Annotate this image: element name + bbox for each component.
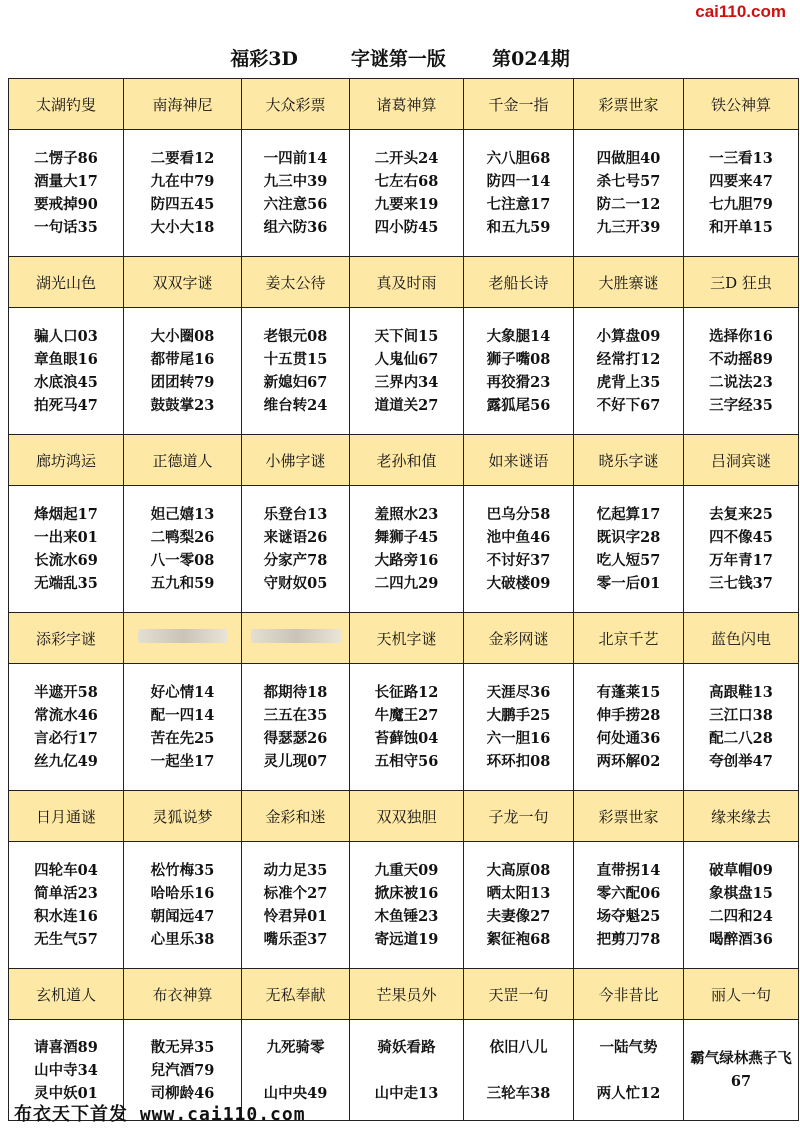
clue-line: 大小大18 (150, 219, 215, 236)
clue-line: 万年青17 (709, 552, 773, 569)
clue-line: 二说法23 (709, 374, 773, 391)
column-header: 天罡一句 (464, 969, 574, 1020)
column-header: 大胜寨谜 (574, 257, 684, 308)
clue-cell (464, 842, 574, 969)
clue-line (574, 1059, 683, 1082)
clue-line: 标准个27 (263, 885, 328, 902)
clue-row (9, 130, 799, 257)
clue-line: 老银元08 (263, 328, 328, 345)
clue-line: 两人忙12 (596, 1084, 661, 1102)
clue-row (9, 486, 799, 613)
clue-line: 四小防45 (374, 219, 439, 236)
clue-line: 零六配06 (596, 885, 661, 902)
footer-text: 布衣天下首发 www.cai110.com (14, 1104, 306, 1125)
clue-line: 丝九亿49 (34, 753, 98, 770)
clue-line: 请喜酒89 (34, 1038, 98, 1056)
clue-cell (124, 486, 242, 613)
clue-line: 九重天09 (374, 862, 439, 879)
clue-line: 经常打12 (596, 351, 661, 368)
clue-line: 配一四14 (150, 707, 215, 724)
clue-line: 长流水69 (34, 552, 98, 569)
clue-line: 嘴乐歪37 (263, 931, 328, 948)
clue-line: 积水连16 (34, 908, 98, 925)
clue-line: 七九胆79 (709, 196, 773, 213)
clue-line: 舞狮子45 (374, 529, 439, 546)
clue-line: 直带拐14 (596, 862, 661, 879)
clue-line: 配二八28 (709, 730, 773, 747)
clue-cell (574, 130, 684, 257)
clue-line: 一句话35 (34, 219, 98, 236)
clue-line: 要戒掉90 (34, 196, 98, 213)
clue-cell (124, 130, 242, 257)
clue-line: 无端乱35 (34, 575, 98, 592)
clue-line: 大高原08 (486, 862, 551, 879)
clue-cell (574, 664, 684, 791)
column-header: 千金一指 (464, 79, 574, 130)
clue-line: 酒量大17 (34, 173, 98, 190)
column-header: 小佛字谜 (242, 435, 350, 486)
clue-line: 伸手捞28 (596, 707, 661, 724)
clue-line: 六八胆68 (486, 150, 551, 167)
clue-cell (9, 842, 124, 969)
header-row (9, 969, 799, 1020)
clue-cell (464, 486, 574, 613)
header-row (9, 613, 799, 664)
column-header: 太湖钓叟 (9, 79, 124, 130)
clue-line: 乐登台13 (263, 506, 328, 523)
clue-cell (350, 130, 464, 257)
clue-line: 简单活23 (34, 885, 98, 902)
clue-line: 大小圈08 (150, 328, 215, 345)
clue-line: 苦在先25 (150, 730, 215, 747)
clue-line: 夸创举47 (709, 753, 773, 770)
clue-line: 灵中妖01 (34, 1084, 98, 1102)
clue-line: 霸气绿林燕子飞67 (690, 1050, 792, 1090)
clue-line: 长征路12 (374, 684, 439, 701)
column-header: 晓乐字谜 (574, 435, 684, 486)
clue-line: 九三中39 (263, 173, 328, 190)
clue-line: 司柳龄46 (150, 1084, 215, 1102)
column-header: 蓝色闪电 (684, 613, 799, 664)
clue-line: 小算盘09 (596, 328, 661, 345)
clue-line: 烽烟起17 (34, 506, 98, 523)
clue-line: 夫妻像27 (486, 908, 551, 925)
clue-cell (574, 1020, 684, 1121)
clue-cell (124, 664, 242, 791)
column-header: 日月通谜 (9, 791, 124, 842)
column-header: 老船长诗 (464, 257, 574, 308)
header-row (9, 257, 799, 308)
column-header: 彩票世家 (574, 79, 684, 130)
clue-line: 无生气57 (34, 931, 98, 948)
column-header: 金彩网谜 (464, 613, 574, 664)
column-header: 无私奉献 (242, 969, 350, 1020)
clue-cell (350, 664, 464, 791)
puzzle-table (8, 78, 799, 1121)
clue-line: 心里乐38 (150, 931, 215, 948)
clue-line: 组六防36 (263, 219, 328, 236)
clue-line: 高跟鞋13 (709, 684, 773, 701)
clue-line (464, 1059, 573, 1082)
column-header: 老孙和值 (350, 435, 464, 486)
clue-cell (242, 130, 350, 257)
clue-cell (464, 1020, 574, 1121)
header-row (9, 435, 799, 486)
clue-line: 八一零08 (150, 552, 215, 569)
clue-line: 巴乌分58 (486, 506, 551, 523)
clue-line: 都期待18 (263, 684, 328, 701)
clue-line: 拍死马47 (34, 397, 98, 414)
clue-line: 七左右68 (374, 173, 439, 190)
column-header: 灵狐说梦 (124, 791, 242, 842)
clue-line: 十五贯15 (263, 351, 328, 368)
clue-cell (684, 842, 799, 969)
clue-line (350, 1059, 463, 1082)
clue-line: 九在中79 (150, 173, 215, 190)
clue-line: 九三开39 (596, 219, 661, 236)
clue-cell (574, 308, 684, 435)
clue-line: 二要看12 (150, 150, 215, 167)
clue-line: 依旧八儿 (489, 1038, 548, 1056)
clue-line: 露狐尾56 (486, 397, 551, 414)
clue-line: 一三看13 (709, 150, 773, 167)
clue-line: 一出来01 (34, 529, 98, 546)
clue-line: 和五九59 (486, 219, 551, 236)
clue-line: 虎背上35 (596, 374, 661, 391)
clue-line: 都带尾16 (150, 351, 215, 368)
column-header: 缘来缘去 (684, 791, 799, 842)
column-header: 如来谜语 (464, 435, 574, 486)
column-header: 添彩字谜 (9, 613, 124, 664)
clue-line: 九要来19 (374, 196, 439, 213)
clue-line: 兒汽酒79 (150, 1061, 215, 1079)
clue-line: 象棋盘15 (709, 885, 773, 902)
clue-line: 言必行17 (34, 730, 98, 747)
clue-line: 防四一14 (486, 173, 551, 190)
clue-line: 选择你16 (709, 328, 773, 345)
clue-line: 分家产78 (263, 552, 328, 569)
clue-cell (350, 842, 464, 969)
clue-line: 不讨好37 (486, 552, 551, 569)
clue-line: 一四前14 (263, 150, 328, 167)
column-header: 彩票世家 (574, 791, 684, 842)
clue-line: 池中鱼46 (486, 529, 551, 546)
clue-line: 水底浪45 (34, 374, 98, 391)
clue-cell (684, 308, 799, 435)
site-logo: cai110.com (695, 2, 786, 21)
clue-line: 人鬼仙67 (374, 351, 439, 368)
column-header: 吕洞宾谜 (684, 435, 799, 486)
clue-line: 常流水46 (34, 707, 98, 724)
clue-row (9, 842, 799, 969)
clue-cell (242, 308, 350, 435)
clue-line: 怜君异01 (263, 908, 328, 925)
column-header: 廊坊鸿运 (9, 435, 124, 486)
clue-line: 大路旁16 (374, 552, 439, 569)
clue-cell (242, 664, 350, 791)
column-header: 双双字谜 (124, 257, 242, 308)
clue-line: 二四九29 (374, 575, 439, 592)
column-header: 北京千艺 (574, 613, 684, 664)
clue-line: 二开头24 (374, 150, 439, 167)
clue-line: 苔藓蚀04 (374, 730, 439, 747)
clue-line: 再狡猾23 (486, 374, 551, 391)
clue-line: 三界内34 (374, 374, 439, 391)
clue-line: 二鸭梨26 (150, 529, 215, 546)
clue-line: 晒太阳13 (486, 885, 551, 902)
column-header: 今非昔比 (574, 969, 684, 1020)
column-header: 双双独胆 (350, 791, 464, 842)
clue-line: 松竹梅35 (150, 862, 215, 879)
clue-line: 喝醉酒36 (709, 931, 773, 948)
column-header: 玄机道人 (9, 969, 124, 1020)
clue-line: 维台转24 (263, 397, 328, 414)
column-header: 南海神尼 (124, 79, 242, 130)
clue-line: 不动摇89 (709, 351, 773, 368)
clue-line: 来谜语26 (263, 529, 328, 546)
clue-line: 木鱼锤23 (374, 908, 439, 925)
clue-cell (684, 1020, 799, 1121)
clue-line: 五九和59 (150, 575, 215, 592)
clue-line: 牛魔王27 (374, 707, 439, 724)
clue-cell (464, 308, 574, 435)
clue-line: 一起坐17 (150, 753, 215, 770)
clue-line: 忆起算17 (596, 506, 661, 523)
clue-line: 掀床被16 (374, 885, 439, 902)
clue-line: 两环解02 (596, 753, 661, 770)
clue-cell (124, 842, 242, 969)
clue-row (9, 308, 799, 435)
clue-line: 二愣子86 (34, 150, 98, 167)
column-header: 子龙一句 (464, 791, 574, 842)
clue-line: 四轮车04 (34, 862, 98, 879)
clue-line: 团团转79 (150, 374, 215, 391)
clue-line: 去复来25 (709, 506, 773, 523)
clue-cell (574, 486, 684, 613)
clue-line: 山中寺34 (34, 1061, 98, 1079)
clue-line: 得瑟瑟26 (263, 730, 328, 747)
column-header: 湖光山色 (9, 257, 124, 308)
clue-line: 防二一12 (596, 196, 661, 213)
column-header: 天机字谜 (350, 613, 464, 664)
redacted-header (138, 629, 228, 643)
clue-cell (9, 130, 124, 257)
clue-line: 二四和24 (709, 908, 773, 925)
clue-line: 动力足35 (263, 862, 328, 879)
clue-line: 朝闻远47 (150, 908, 215, 925)
clue-line: 骑妖看路 (377, 1038, 436, 1056)
clue-cell (464, 664, 574, 791)
clue-cell (350, 486, 464, 613)
clue-line: 三轮车38 (486, 1084, 551, 1102)
clue-cell (350, 308, 464, 435)
clue-line: 妲己嬉13 (150, 506, 215, 523)
column-header (124, 613, 242, 664)
clue-line: 寄远道19 (374, 931, 439, 948)
clue-line: 散无异35 (150, 1038, 215, 1056)
clue-cell (464, 130, 574, 257)
clue-line: 五相守56 (374, 753, 439, 770)
clue-line: 新媳妇67 (263, 374, 328, 391)
clue-line: 一陆气势 (599, 1038, 658, 1056)
clue-line: 天下间15 (374, 328, 439, 345)
clue-line: 天涯尽36 (486, 684, 551, 701)
clue-line: 三江口38 (709, 707, 773, 724)
clue-row (9, 664, 799, 791)
clue-cell (9, 486, 124, 613)
clue-line: 道道关27 (374, 397, 439, 414)
clue-line: 六注意56 (263, 196, 328, 213)
clue-cell (574, 842, 684, 969)
column-header: 诸葛神算 (350, 79, 464, 130)
clue-line: 三五在35 (263, 707, 328, 724)
clue-cell (684, 664, 799, 791)
clue-line: 大象腿14 (486, 328, 551, 345)
clue-line: 七注意17 (486, 196, 551, 213)
clue-line: 破草帽09 (709, 862, 773, 879)
clue-line: 九死骑零 (266, 1038, 325, 1056)
clue-line: 吃人短57 (596, 552, 661, 569)
clue-line: 山中走13 (374, 1084, 439, 1102)
clue-cell (684, 130, 799, 257)
clue-cell (242, 842, 350, 969)
column-header: 丽人一句 (684, 969, 799, 1020)
column-header: 芒果员外 (350, 969, 464, 1020)
clue-line: 哈哈乐16 (150, 885, 215, 902)
column-header: 金彩和迷 (242, 791, 350, 842)
clue-line: 三字经35 (709, 397, 773, 414)
clue-line: 环环扣08 (486, 753, 551, 770)
clue-line: 灵儿现07 (263, 753, 328, 770)
clue-line (242, 1059, 349, 1082)
clue-cell (9, 308, 124, 435)
clue-cell (124, 308, 242, 435)
clue-line: 三七钱37 (709, 575, 773, 592)
column-header: 大众彩票 (242, 79, 350, 130)
clue-cell (242, 486, 350, 613)
redacted-header (251, 629, 341, 643)
clue-line: 和开单15 (709, 219, 773, 236)
clue-cell (684, 486, 799, 613)
clue-line: 大破楼09 (486, 575, 551, 592)
clue-line: 大鹏手25 (486, 707, 551, 724)
clue-line: 骗人口03 (34, 328, 98, 345)
clue-line: 好心情14 (150, 684, 215, 701)
clue-line: 把剪刀78 (596, 931, 661, 948)
header-row (9, 79, 799, 130)
clue-line: 章鱼眼16 (34, 351, 98, 368)
clue-line: 羞照水23 (374, 506, 439, 523)
column-header: 姜太公待 (242, 257, 350, 308)
column-header: 布衣神算 (124, 969, 242, 1020)
clue-line: 不好下67 (596, 397, 661, 414)
clue-line: 守财奴05 (263, 575, 328, 592)
clue-line: 四要来47 (709, 173, 773, 190)
clue-line: 四做胆40 (596, 150, 661, 167)
clue-line: 防四五45 (150, 196, 215, 213)
clue-line: 六一胆16 (486, 730, 551, 747)
column-header: 铁公神算 (684, 79, 799, 130)
clue-line: 杀七号57 (596, 173, 661, 190)
clue-line: 鼓鼓掌23 (150, 397, 215, 414)
clue-line: 半遮开58 (34, 684, 98, 701)
clue-cell (350, 1020, 464, 1121)
column-header: 真及时雨 (350, 257, 464, 308)
column-header: 三D 狂虫 (684, 257, 799, 308)
page-title: 福彩3D 字谜第一版 第024期 (230, 48, 570, 70)
column-header: 正德道人 (124, 435, 242, 486)
clue-line: 有蓬莱15 (596, 684, 661, 701)
clue-line: 场夺魁25 (596, 908, 661, 925)
header-row (9, 791, 799, 842)
clue-line: 絮征袍68 (486, 931, 551, 948)
clue-line: 狮子嘴08 (486, 351, 551, 368)
column-header (242, 613, 350, 664)
clue-line: 山中央49 (263, 1084, 328, 1102)
clue-line: 零一后01 (596, 575, 661, 592)
clue-line: 既识字28 (596, 529, 661, 546)
clue-line: 四不像45 (709, 529, 773, 546)
clue-cell (9, 664, 124, 791)
clue-line: 何处通36 (596, 730, 661, 747)
